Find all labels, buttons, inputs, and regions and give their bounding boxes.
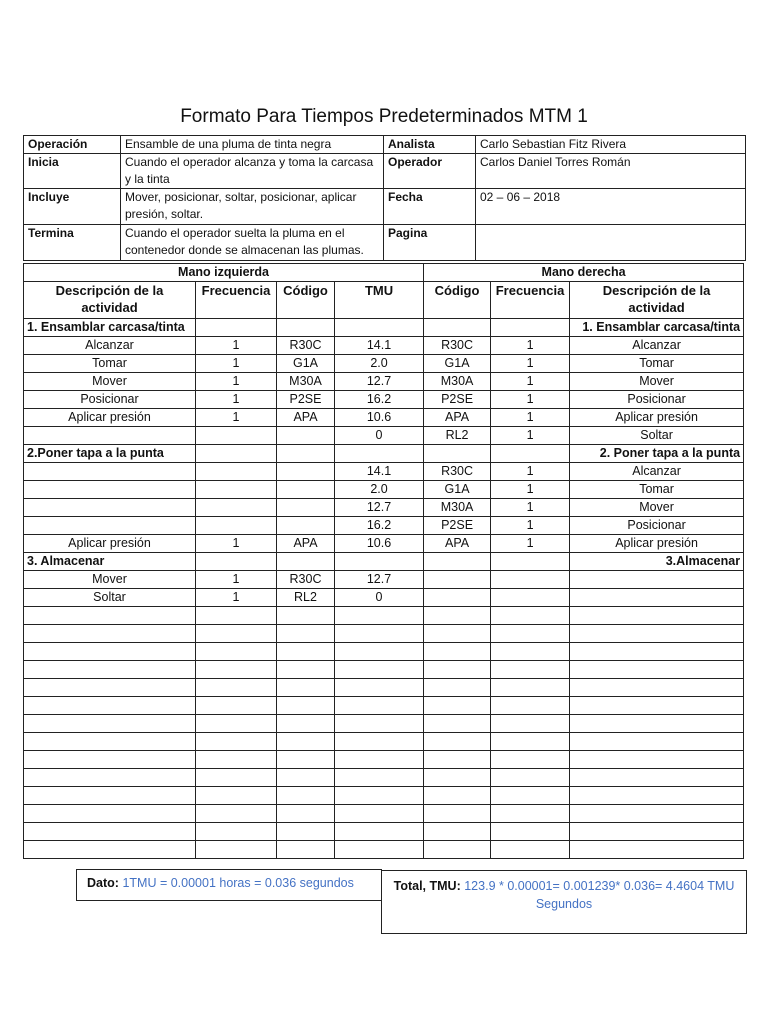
empty-cell <box>277 625 335 643</box>
cell-right-frequency: 1 <box>491 409 570 427</box>
empty-cell <box>196 679 277 697</box>
empty-row <box>24 841 744 859</box>
cell-right-code: RL2 <box>424 427 491 445</box>
cell-left-description <box>24 517 196 535</box>
inicia-value: Cuando el operador alcanza y toma la carcasa y la tinta <box>121 154 384 189</box>
table-row <box>24 517 744 535</box>
col-left-frequency: Frecuencia <box>196 282 277 319</box>
operacion-label: Operación <box>24 136 121 154</box>
table-row <box>24 391 744 409</box>
empty-row <box>24 751 744 769</box>
empty-cell <box>24 787 196 805</box>
col-left-code: Código <box>277 282 335 319</box>
empty-cell <box>570 643 744 661</box>
cell-left-frequency <box>196 319 277 337</box>
empty-cell <box>196 751 277 769</box>
empty-cell <box>277 697 335 715</box>
table-row <box>24 535 744 553</box>
empty-cell <box>335 715 424 733</box>
empty-cell <box>335 607 424 625</box>
cell-left-code <box>277 427 335 445</box>
empty-cell <box>277 679 335 697</box>
cell-tmu <box>335 553 424 571</box>
total-value-line1: 123.9 * 0.00001= 0.001239* 0.036= 4.4604 TMU <box>464 879 735 893</box>
empty-cell <box>570 787 744 805</box>
table-row <box>24 337 744 355</box>
empty-cell <box>424 751 491 769</box>
cell-left-frequency: 1 <box>196 391 277 409</box>
cell-left-description: Posicionar <box>24 391 196 409</box>
empty-cell <box>277 607 335 625</box>
empty-cell <box>335 643 424 661</box>
table-row <box>24 319 744 337</box>
cell-right-description: Tomar <box>570 481 744 499</box>
left-hand-header: Mano izquierda <box>24 264 424 282</box>
cell-left-description: 1. Ensamblar carcasa/tinta <box>24 319 196 337</box>
total-value-line2: Segundos <box>535 897 593 911</box>
col-right-description: Descripción de la actividad <box>570 282 744 319</box>
empty-cell <box>24 661 196 679</box>
cell-tmu: 10.6 <box>335 409 424 427</box>
empty-cell <box>570 679 744 697</box>
table-row <box>24 499 744 517</box>
empty-cell <box>570 841 744 859</box>
total-box <box>381 870 747 934</box>
empty-cell <box>491 607 570 625</box>
empty-cell <box>424 769 491 787</box>
empty-cell <box>277 805 335 823</box>
cell-left-description: Alcanzar <box>24 337 196 355</box>
empty-cell <box>335 697 424 715</box>
table-row <box>24 373 744 391</box>
cell-right-frequency <box>491 319 570 337</box>
cell-tmu: 0 <box>335 589 424 607</box>
cell-tmu: 2.0 <box>335 355 424 373</box>
empty-cell <box>491 769 570 787</box>
empty-cell <box>570 715 744 733</box>
empty-row <box>24 787 744 805</box>
operador-value: Carlos Daniel Torres Román <box>476 154 746 189</box>
cell-right-frequency: 1 <box>491 337 570 355</box>
cell-right-code <box>424 589 491 607</box>
incluye-value: Mover, posicionar, soltar, posicionar, aplicar presión, soltar. <box>121 189 384 225</box>
fecha-label: Fecha <box>384 189 476 225</box>
empty-cell <box>277 733 335 751</box>
empty-cell <box>196 607 277 625</box>
empty-cell <box>277 643 335 661</box>
empty-cell <box>24 841 196 859</box>
empty-row <box>24 769 744 787</box>
empty-cell <box>277 787 335 805</box>
empty-cell <box>24 643 196 661</box>
dato-value: 1TMU = 0.00001 horas = 0.036 segundos <box>122 876 354 890</box>
cell-right-code: R30C <box>424 337 491 355</box>
empty-cell <box>424 715 491 733</box>
empty-cell <box>335 751 424 769</box>
cell-right-code <box>424 445 491 463</box>
empty-row <box>24 679 744 697</box>
cell-right-frequency: 1 <box>491 373 570 391</box>
cell-left-code: R30C <box>277 571 335 589</box>
dato-box <box>76 869 382 901</box>
empty-cell <box>570 661 744 679</box>
empty-cell <box>24 751 196 769</box>
cell-right-code: APA <box>424 535 491 553</box>
col-left-description: Descripción de la actividad <box>24 282 196 319</box>
analista-value: Carlo Sebastian Fitz Rivera <box>476 136 746 154</box>
cell-right-description: Mover <box>570 373 744 391</box>
empty-cell <box>491 679 570 697</box>
pagina-label: Pagina <box>384 225 476 261</box>
empty-cell <box>196 643 277 661</box>
empty-cell <box>196 769 277 787</box>
table-row <box>24 445 744 463</box>
col-right-code: Código <box>424 282 491 319</box>
empty-cell <box>335 679 424 697</box>
termina-value: Cuando el operador suelta la pluma en el contenedor donde se almacenan las plumas. <box>121 225 384 261</box>
cell-left-description: Mover <box>24 571 196 589</box>
cell-right-frequency <box>491 445 570 463</box>
empty-row <box>24 805 744 823</box>
table-row <box>24 481 744 499</box>
cell-tmu: 2.0 <box>335 481 424 499</box>
incluye-label: Incluye <box>24 189 121 225</box>
empty-cell <box>491 787 570 805</box>
cell-left-code <box>277 517 335 535</box>
empty-cell <box>491 643 570 661</box>
cell-left-code <box>277 481 335 499</box>
empty-cell <box>335 733 424 751</box>
empty-cell <box>196 715 277 733</box>
cell-left-frequency <box>196 517 277 535</box>
empty-cell <box>196 733 277 751</box>
cell-right-code <box>424 553 491 571</box>
cell-left-description <box>24 463 196 481</box>
cell-left-frequency: 1 <box>196 337 277 355</box>
empty-cell <box>24 733 196 751</box>
cell-right-code <box>424 319 491 337</box>
table-row <box>24 427 744 445</box>
empty-cell <box>570 625 744 643</box>
empty-cell <box>424 679 491 697</box>
empty-cell <box>196 625 277 643</box>
cell-left-description: 2.Poner tapa a la punta <box>24 445 196 463</box>
empty-cell <box>570 607 744 625</box>
table-row <box>24 589 744 607</box>
empty-cell <box>24 823 196 841</box>
total-label: Total, TMU: <box>393 879 461 893</box>
mtm-table <box>23 263 744 859</box>
empty-cell <box>335 805 424 823</box>
cell-right-frequency: 1 <box>491 427 570 445</box>
cell-left-frequency: 1 <box>196 373 277 391</box>
cell-left-description: Aplicar presión <box>24 409 196 427</box>
empty-cell <box>24 607 196 625</box>
empty-cell <box>24 769 196 787</box>
cell-left-code: RL2 <box>277 589 335 607</box>
cell-left-code <box>277 319 335 337</box>
cell-left-description: 3. Almacenar <box>24 553 196 571</box>
cell-left-description: Mover <box>24 373 196 391</box>
empty-cell <box>424 787 491 805</box>
cell-right-code: R30C <box>424 463 491 481</box>
empty-cell <box>491 715 570 733</box>
table-row <box>24 463 744 481</box>
cell-left-frequency: 1 <box>196 589 277 607</box>
empty-cell <box>335 823 424 841</box>
cell-right-description <box>570 571 744 589</box>
empty-cell <box>424 643 491 661</box>
empty-cell <box>491 661 570 679</box>
empty-cell <box>424 625 491 643</box>
pagina-value <box>476 225 746 261</box>
cell-tmu: 12.7 <box>335 571 424 589</box>
operacion-value: Ensamble de una pluma de tinta negra <box>121 136 384 154</box>
empty-cell <box>24 697 196 715</box>
cell-right-code: M30A <box>424 373 491 391</box>
col-right-frequency: Frecuencia <box>491 282 570 319</box>
empty-cell <box>491 841 570 859</box>
empty-cell <box>24 679 196 697</box>
empty-cell <box>491 805 570 823</box>
cell-right-description: Mover <box>570 499 744 517</box>
empty-cell <box>424 607 491 625</box>
cell-left-description <box>24 427 196 445</box>
cell-right-description: Aplicar presión <box>570 409 744 427</box>
page-title: Formato Para Tiempos Predeterminados MTM 1 <box>180 106 588 127</box>
cell-right-description: 3.Almacenar <box>570 553 744 571</box>
cell-right-frequency: 1 <box>491 499 570 517</box>
cell-right-frequency: 1 <box>491 535 570 553</box>
empty-cell <box>570 697 744 715</box>
cell-right-code: M30A <box>424 499 491 517</box>
empty-cell <box>335 841 424 859</box>
empty-cell <box>196 805 277 823</box>
cell-left-frequency: 1 <box>196 409 277 427</box>
cell-left-frequency: 1 <box>196 535 277 553</box>
cell-left-code <box>277 553 335 571</box>
cell-tmu: 16.2 <box>335 517 424 535</box>
cell-left-code: APA <box>277 409 335 427</box>
empty-cell <box>24 715 196 733</box>
empty-cell <box>570 769 744 787</box>
empty-cell <box>424 697 491 715</box>
cell-left-frequency <box>196 499 277 517</box>
cell-left-code <box>277 499 335 517</box>
cell-left-description: Tomar <box>24 355 196 373</box>
empty-cell <box>424 841 491 859</box>
empty-cell <box>335 769 424 787</box>
cell-left-frequency <box>196 553 277 571</box>
cell-tmu: 12.7 <box>335 373 424 391</box>
cell-left-code: P2SE <box>277 391 335 409</box>
empty-cell <box>196 787 277 805</box>
empty-cell <box>491 625 570 643</box>
cell-left-code: M30A <box>277 373 335 391</box>
empty-cell <box>491 751 570 769</box>
cell-right-frequency: 1 <box>491 391 570 409</box>
empty-cell <box>277 823 335 841</box>
cell-right-description: Posicionar <box>570 517 744 535</box>
cell-right-code: APA <box>424 409 491 427</box>
cell-left-code: APA <box>277 535 335 553</box>
fecha-value: 02 – 06 – 2018 <box>476 189 746 225</box>
cell-right-frequency: 1 <box>491 481 570 499</box>
cell-right-description: 2. Poner tapa a la punta <box>570 445 744 463</box>
cell-left-frequency: 1 <box>196 571 277 589</box>
cell-right-frequency <box>491 571 570 589</box>
cell-right-frequency: 1 <box>491 517 570 535</box>
empty-row <box>24 715 744 733</box>
empty-cell <box>277 661 335 679</box>
cell-right-code: P2SE <box>424 517 491 535</box>
empty-cell <box>335 625 424 643</box>
cell-right-code: P2SE <box>424 391 491 409</box>
empty-row <box>24 625 744 643</box>
analista-label: Analista <box>384 136 476 154</box>
empty-cell <box>424 823 491 841</box>
empty-cell <box>24 805 196 823</box>
cell-left-frequency <box>196 463 277 481</box>
empty-row <box>24 607 744 625</box>
empty-cell <box>24 625 196 643</box>
info-table <box>23 135 746 261</box>
cell-right-frequency <box>491 589 570 607</box>
cell-right-description: Posicionar <box>570 391 744 409</box>
table-row <box>24 355 744 373</box>
cell-tmu: 0 <box>335 427 424 445</box>
cell-left-code <box>277 463 335 481</box>
empty-cell <box>277 841 335 859</box>
cell-left-frequency <box>196 427 277 445</box>
cell-tmu: 16.2 <box>335 391 424 409</box>
empty-cell <box>277 751 335 769</box>
empty-row <box>24 733 744 751</box>
cell-left-description <box>24 499 196 517</box>
empty-cell <box>424 661 491 679</box>
empty-cell <box>196 823 277 841</box>
cell-right-description <box>570 589 744 607</box>
cell-left-frequency <box>196 445 277 463</box>
inicia-label: Inicia <box>24 154 121 189</box>
cell-tmu: 14.1 <box>335 463 424 481</box>
cell-tmu: 10.6 <box>335 535 424 553</box>
cell-left-description <box>24 481 196 499</box>
cell-left-description: Aplicar presión <box>24 535 196 553</box>
empty-cell <box>196 841 277 859</box>
cell-right-code <box>424 571 491 589</box>
empty-row <box>24 697 744 715</box>
operador-label: Operador <box>384 154 476 189</box>
empty-cell <box>570 751 744 769</box>
cell-left-description: Soltar <box>24 589 196 607</box>
empty-cell <box>277 715 335 733</box>
table-row <box>24 409 744 427</box>
right-hand-header: Mano derecha <box>424 264 744 282</box>
cell-right-description: Aplicar presión <box>570 535 744 553</box>
empty-cell <box>491 733 570 751</box>
empty-row <box>24 661 744 679</box>
cell-tmu: 12.7 <box>335 499 424 517</box>
empty-cell <box>424 805 491 823</box>
empty-cell <box>570 805 744 823</box>
cell-right-description: 1. Ensamblar carcasa/tinta <box>570 319 744 337</box>
cell-right-frequency <box>491 553 570 571</box>
cell-right-frequency: 1 <box>491 355 570 373</box>
table-row <box>24 571 744 589</box>
cell-left-frequency: 1 <box>196 355 277 373</box>
cell-left-frequency <box>196 481 277 499</box>
cell-right-frequency: 1 <box>491 463 570 481</box>
empty-row <box>24 823 744 841</box>
cell-right-code: G1A <box>424 355 491 373</box>
empty-cell <box>196 697 277 715</box>
dato-label: Dato: <box>87 876 119 890</box>
cell-left-code: R30C <box>277 337 335 355</box>
termina-label: Termina <box>24 225 121 261</box>
empty-row <box>24 643 744 661</box>
cell-right-description: Alcanzar <box>570 337 744 355</box>
empty-cell <box>335 661 424 679</box>
cell-left-code <box>277 445 335 463</box>
cell-tmu <box>335 445 424 463</box>
table-row <box>24 553 744 571</box>
empty-cell <box>277 769 335 787</box>
cell-right-description: Soltar <box>570 427 744 445</box>
cell-tmu: 14.1 <box>335 337 424 355</box>
cell-right-description: Tomar <box>570 355 744 373</box>
cell-tmu <box>335 319 424 337</box>
empty-cell <box>196 661 277 679</box>
cell-right-description: Alcanzar <box>570 463 744 481</box>
empty-cell <box>335 787 424 805</box>
cell-left-code: G1A <box>277 355 335 373</box>
empty-cell <box>491 823 570 841</box>
empty-cell <box>570 823 744 841</box>
cell-right-code: G1A <box>424 481 491 499</box>
col-tmu: TMU <box>335 282 424 319</box>
empty-cell <box>491 697 570 715</box>
empty-cell <box>424 733 491 751</box>
empty-cell <box>570 733 744 751</box>
